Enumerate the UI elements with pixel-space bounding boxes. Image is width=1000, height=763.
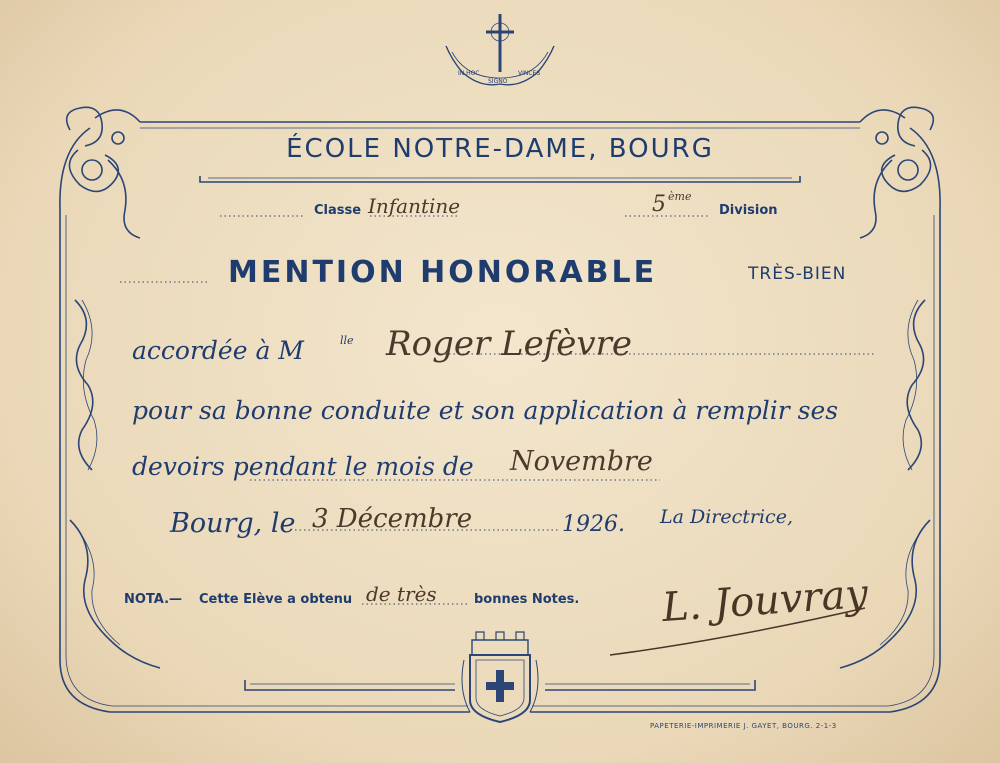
- year-text: 1926.: [562, 512, 625, 537]
- signatory-title: La Directrice,: [660, 506, 793, 528]
- classe-value: Infantine: [368, 194, 461, 218]
- division-label: Division: [719, 203, 778, 218]
- nota-label: NOTA.—: [124, 592, 183, 607]
- nota-handwritten: de très: [366, 582, 437, 606]
- motto-word-1: IN HOC: [458, 70, 480, 77]
- body-line-3: devoirs pendant le mois de: [132, 452, 474, 481]
- recipient-name: Roger Lefèvre: [386, 324, 633, 364]
- signature-flourish: [605, 600, 875, 670]
- printer-imprint: PAPETERIE-IMPRIMERIE J. GAYET, BOURG. 2-1-3: [650, 722, 837, 730]
- division-suffix: ème: [668, 190, 692, 203]
- title-suffix: lle: [340, 334, 354, 347]
- division-number: 5: [652, 192, 666, 217]
- award-title: MENTION HONORABLE: [228, 255, 658, 290]
- classe-label: Classe: [314, 203, 362, 218]
- director-signature: L. Jouvray: [660, 570, 870, 632]
- nota-text-before: Cette Elève a obtenu: [199, 592, 353, 607]
- motto-word-3: VINCES: [518, 70, 541, 77]
- motto-banner: [452, 58, 548, 88]
- body-line-2: pour sa bonne conduite et son application à remplir ses: [132, 396, 839, 425]
- month-value: Novembre: [510, 446, 653, 477]
- motto-word-2: SIGNO: [488, 78, 508, 85]
- place-text: Bourg, le: [170, 508, 296, 539]
- school-title: ÉCOLE NOTRE-DAME, BOURG: [286, 134, 714, 164]
- award-grade: TRÈS-BIEN: [748, 264, 847, 284]
- date-value: 3 Décembre: [312, 504, 473, 534]
- nota-text-after: bonnes Notes.: [474, 592, 580, 607]
- accordee-text: accordée à M: [132, 336, 304, 365]
